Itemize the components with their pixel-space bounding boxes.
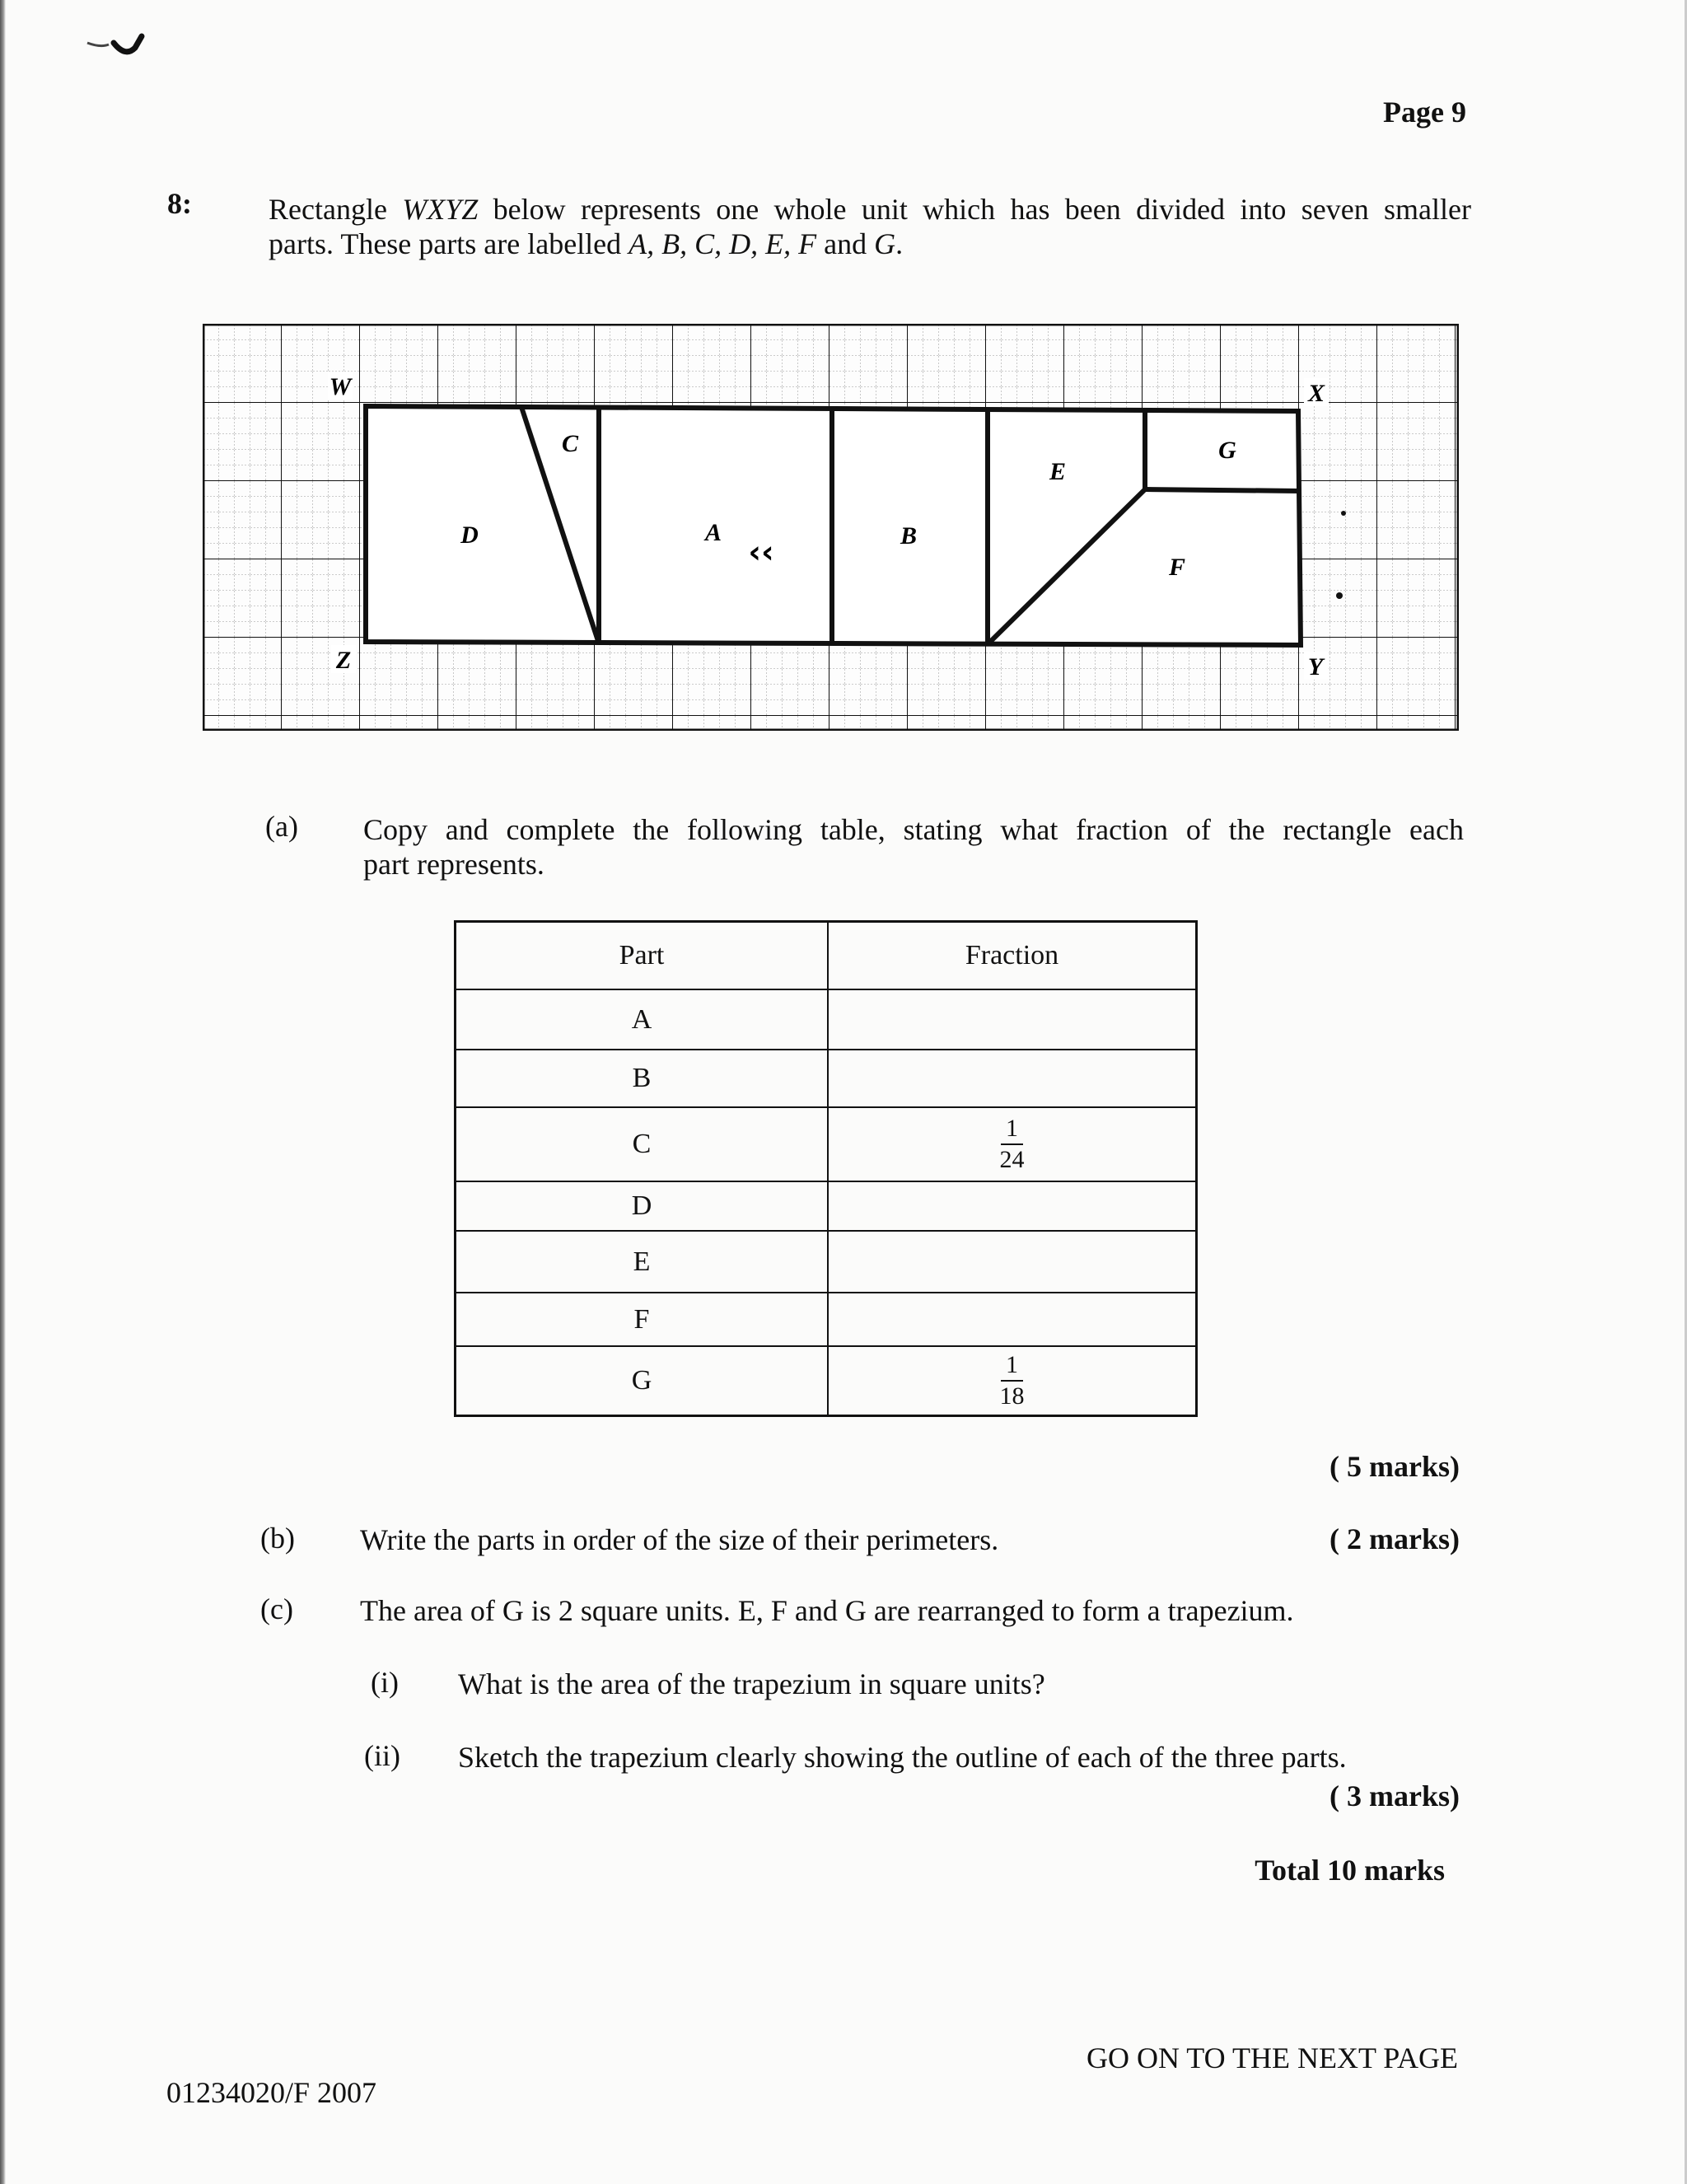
corner-y-label: Y [1307,653,1324,680]
question-number: 8: [167,187,192,220]
fraction-cell-empty [827,1050,1195,1106]
part-c-ii-number: (ii) [364,1739,400,1772]
part-a-number: (a) [265,810,298,843]
part-c-text: The area of G is 2 square units. E, F and G are rearranged to form a trapezium. [360,1594,1294,1627]
line-g-f [1145,489,1299,491]
part-c-number: (c) [260,1592,293,1625]
part-c-i-text: What is the area of the trapezium in square units? [458,1667,1045,1700]
part-cell: E [633,1246,651,1277]
part-b-text: Write the parts in order of the size of their perimeters. [360,1523,999,1556]
scan-speck [1336,592,1343,599]
part-cell: F [633,1303,650,1335]
corner-x-label: X [1307,380,1325,407]
part-f-label: F [1168,554,1186,581]
fraction [1000,1116,1025,1172]
part-a-line2: part represents. [363,848,544,881]
part-a-line1: Copy and complete the following table, stating what fraction of the rectangle each [363,813,1464,846]
fraction-denominator: 24 [999,1146,1025,1173]
part-cell: B [632,1063,652,1093]
part-cell: G [631,1365,652,1396]
marks-part-a: ( 5 marks) [1330,1450,1460,1483]
fraction [1000,1353,1025,1409]
scan-smudge-icon [82,25,148,66]
part-b-label: B [900,522,918,550]
fraction-cell-empty [827,990,1195,1049]
table-row [456,1345,1195,1415]
part-cell: D [631,1190,652,1221]
fraction-denominator: 18 [999,1382,1025,1410]
part-b-number: (b) [260,1522,295,1555]
part-cell: A [631,1003,652,1035]
fraction-cell-empty [827,1182,1195,1230]
table-row [456,1292,1195,1345]
question-intro-line1: Rectangle WXYZ below represents one whole unit which has been divided into seven smaller [269,193,1471,226]
question-intro-line2: parts. These parts are labelled A, B, C, D, E, F and G. [269,227,904,260]
paper-code: 01234020/F 2007 [166,2076,377,2109]
part-g-label: G [1218,437,1236,464]
table-header-row [456,923,1195,989]
corner-z-label: Z [335,647,352,674]
part-cell: C [632,1129,652,1159]
header-part: Part [619,940,665,970]
fraction-cell-empty [827,1232,1195,1292]
scan-speck [1341,511,1346,516]
fraction-cell [827,1347,1195,1415]
marks-part-c: ( 3 marks) [1330,1779,1460,1812]
fraction-numerator: 1 [1001,1353,1023,1382]
part-c-ii-text: Sketch the trapezium clearly showing the outline of each of the three parts. [458,1741,1347,1774]
scan-edge-left [0,0,6,2184]
table-row [456,989,1195,1049]
fraction-cell [827,1108,1195,1181]
part-c-i-number: (i) [371,1666,399,1699]
corner-w-label: W [329,373,352,400]
table-row [456,1106,1195,1181]
rectangle-wxyz-diagram [203,324,1459,731]
fraction-table [454,920,1198,1417]
table-row [456,1181,1195,1230]
total-marks: Total 10 marks [1255,1854,1445,1887]
marks-part-b: ( 2 marks) [1330,1522,1460,1555]
go-on-next-page: GO ON TO THE NEXT PAGE [1086,2041,1458,2074]
table-row [456,1230,1195,1292]
page-number: Page 9 [1383,96,1466,129]
part-c-label: C [561,430,579,457]
header-fraction: Fraction [827,923,1195,989]
part-a-label: A [704,519,722,546]
part-e-label: E [1049,458,1067,485]
table-row [456,1049,1195,1106]
pen-mark: ‹‹ [748,534,774,570]
fraction-cell-empty [827,1293,1195,1345]
part-d-label: D [460,521,479,549]
fraction-numerator: 1 [1001,1116,1023,1145]
